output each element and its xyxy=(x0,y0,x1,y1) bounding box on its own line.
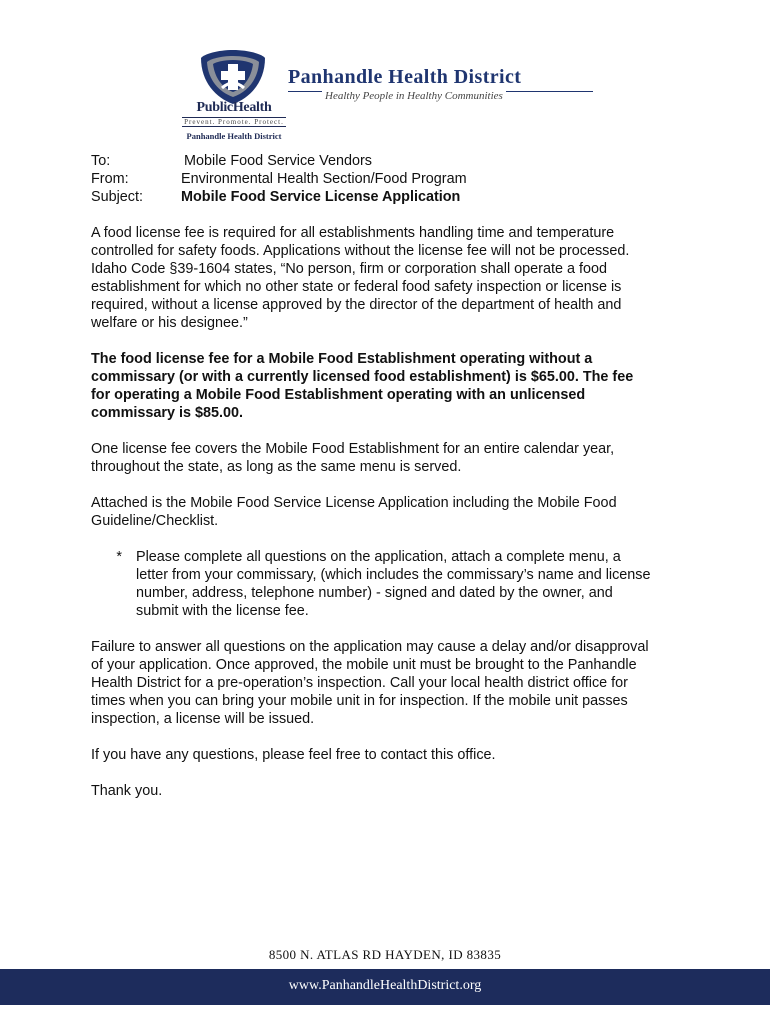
org-tagline: Healthy People in Healthy Communities xyxy=(322,90,506,102)
text-line: commissary (or with a currently licensed food establishment) is $65.00. The fee xyxy=(91,369,634,385)
text-line: letter from your commissary, (which includes the commissary’s name and license xyxy=(136,567,651,583)
text-line: times when you can bring your mobile unit in for inspection. If the mobile unit passes xyxy=(91,693,628,709)
subject-value: Mobile Food Service License Application xyxy=(181,189,461,205)
from-label: From: xyxy=(91,171,129,187)
text-line: A food license fee is required for all establishments handling time and temperature xyxy=(91,225,615,241)
seal-tagline: Prevent. Promote. Protect. xyxy=(182,117,286,127)
text-line: required, without a license approved by the director of the department of health and xyxy=(91,297,622,313)
text-line: welfare or his designee.” xyxy=(91,315,248,331)
bullet-item xyxy=(91,548,691,620)
shield-cross-icon xyxy=(198,48,268,106)
text-line: of your application. Once approved, the mobile unit must be brought to the Panhandle xyxy=(91,657,637,673)
seal-wordmark xyxy=(178,100,290,142)
paragraph-coverage xyxy=(91,440,691,476)
bullet-text xyxy=(136,548,691,620)
text-line: Failure to answer all questions on the application may cause a delay and/or disapproval xyxy=(91,639,649,655)
text-line: Guideline/Checklist. xyxy=(91,513,219,529)
to-label: To: xyxy=(91,153,111,169)
to-value: Mobile Food Service Vendors xyxy=(184,153,372,169)
memo-to xyxy=(91,152,691,170)
footer-website-link[interactable]: www.PanhandleHealthDistrict.org xyxy=(288,978,482,993)
footer-address: 8500 N. ATLAS RD HAYDEN, ID 83835 xyxy=(268,947,502,962)
text-line: inspection, a license will be issued. xyxy=(91,711,315,727)
subject-label: Subject: xyxy=(91,189,143,205)
text-line: Please complete all questions on the application, attach a complete menu, a xyxy=(136,549,621,565)
text-line: throughout the state, as long as the same menu is served. xyxy=(91,459,462,475)
text-line: for operating a Mobile Food Establishment operating with an unlicensed xyxy=(91,387,586,403)
letter-body xyxy=(91,152,691,800)
bullet-mark: * xyxy=(116,549,122,565)
text-line: Idaho Code §39-1604 states, “No person, firm or corporation shall operate a food xyxy=(91,261,607,277)
text-line: number, address, telephone number) - signed and dated by the owner, and xyxy=(136,585,613,601)
paragraph-attachment xyxy=(91,494,691,530)
text-line: commissary is $85.00. xyxy=(91,405,244,421)
paragraph-inspection xyxy=(91,638,691,728)
text-line: The food license fee for a Mobile Food Establishment operating without a xyxy=(91,351,593,367)
letterhead xyxy=(172,44,602,139)
text-line: Attached is the Mobile Food Service License Application including the Mobile Food xyxy=(91,495,617,511)
closing-thanks: Thank you. xyxy=(91,783,163,799)
text-line: controlled for safety foods. Applications without the license fee will not be processed. xyxy=(91,243,630,259)
paragraph-fee-amounts xyxy=(91,350,691,422)
seal-title: PublicHealth xyxy=(196,100,272,115)
memo-from xyxy=(91,170,691,188)
text-line: One license fee covers the Mobile Food Establishment for an entire calendar year, xyxy=(91,441,615,457)
memo-subject xyxy=(91,188,691,206)
paragraph-fee-requirement xyxy=(91,224,691,332)
org-name: Panhandle Health District xyxy=(288,66,522,88)
text-line: establishment for which no other state or federal food safety inspection or license is xyxy=(91,279,622,295)
paragraph-contact: If you have any questions, please feel free to contact this office. xyxy=(91,747,496,763)
from-value: Environmental Health Section/Food Program xyxy=(181,171,467,187)
text-line: Health District for a pre-operation’s inspection. Call your local health district office for xyxy=(91,675,628,691)
text-line: submit with the license fee. xyxy=(136,603,309,619)
seal-subtitle: Panhandle Health District xyxy=(186,131,282,141)
